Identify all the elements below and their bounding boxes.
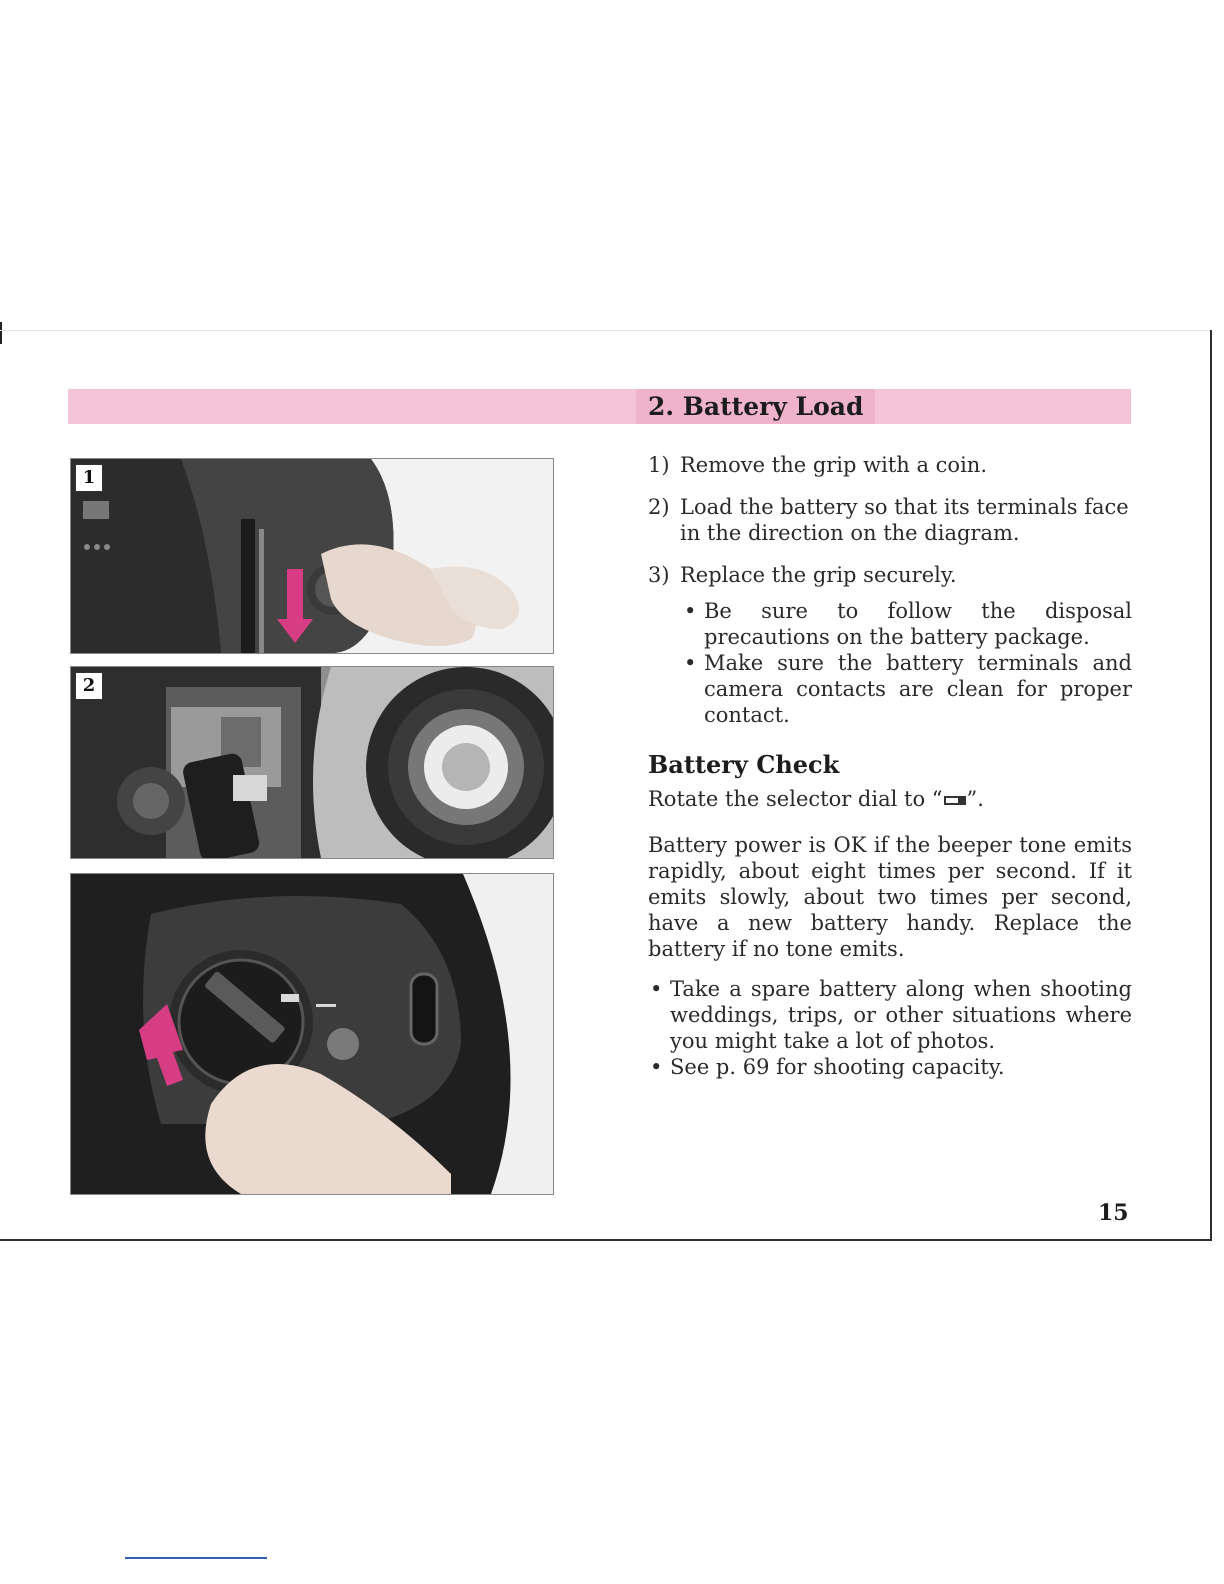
figure-1-label: 1 bbox=[75, 464, 103, 492]
page-top-rule bbox=[0, 330, 1212, 331]
step-1 bbox=[648, 452, 1132, 478]
step-text: Remove the grip with a coin. bbox=[680, 453, 987, 477]
step-number: 1) bbox=[648, 453, 670, 477]
section-title: 2. Battery Load bbox=[636, 389, 875, 424]
list-item: • See p. 69 for shooting capacity. bbox=[648, 1054, 1132, 1080]
step-text: Load the battery so that its terminals face in the direction on the diagram. bbox=[680, 495, 1129, 545]
step-notes-list bbox=[648, 598, 1132, 728]
figure-3-photo bbox=[70, 873, 554, 1195]
battery-compartment-illustration bbox=[71, 667, 553, 858]
step-3 bbox=[648, 562, 1132, 588]
battery-tips-list bbox=[648, 976, 1132, 1080]
step-number: 3) bbox=[648, 563, 670, 587]
page-bottom-rule bbox=[0, 1239, 1212, 1241]
instructions-column bbox=[648, 452, 1132, 1080]
section-title-band bbox=[68, 389, 1131, 424]
battery-check-instruction bbox=[648, 786, 1132, 812]
figure-1-photo bbox=[70, 458, 554, 654]
step-2 bbox=[648, 494, 1132, 546]
battery-check-heading: Battery Check bbox=[648, 750, 840, 779]
camera-grip-illustration bbox=[71, 459, 553, 653]
battery-check-body: Battery power is OK if the beeper tone emits rapidly, about eight times per second. If it emits slowly, about two times per second, have a new battery handy. Replace the battery if no tone emits. bbox=[648, 833, 1132, 961]
list-item: • Be sure to follow the disposal precautions on the battery package. bbox=[682, 598, 1132, 650]
selector-dial-illustration bbox=[71, 874, 553, 1194]
page-right-rule bbox=[1210, 330, 1212, 1240]
figure-2-label: 2 bbox=[75, 672, 103, 700]
page-number: 15 bbox=[1098, 1200, 1129, 1226]
scan-edge-mark bbox=[0, 322, 2, 344]
step-number: 2) bbox=[648, 495, 670, 519]
list-item: • Make sure the battery terminals and camera contacts are clean for proper contact. bbox=[682, 650, 1132, 728]
list-item: • Take a spare battery along when shooting weddings, trips, or other situations where you might take a lot of photos. bbox=[648, 976, 1132, 1054]
instruction-suffix: ”. bbox=[966, 787, 984, 811]
step-text: Replace the grip securely. bbox=[680, 563, 957, 587]
figure-2-photo bbox=[70, 666, 554, 859]
instruction-prefix: Rotate the selector dial to “ bbox=[648, 787, 943, 811]
footer-rule bbox=[125, 1557, 267, 1559]
battery-check-icon bbox=[944, 796, 966, 805]
